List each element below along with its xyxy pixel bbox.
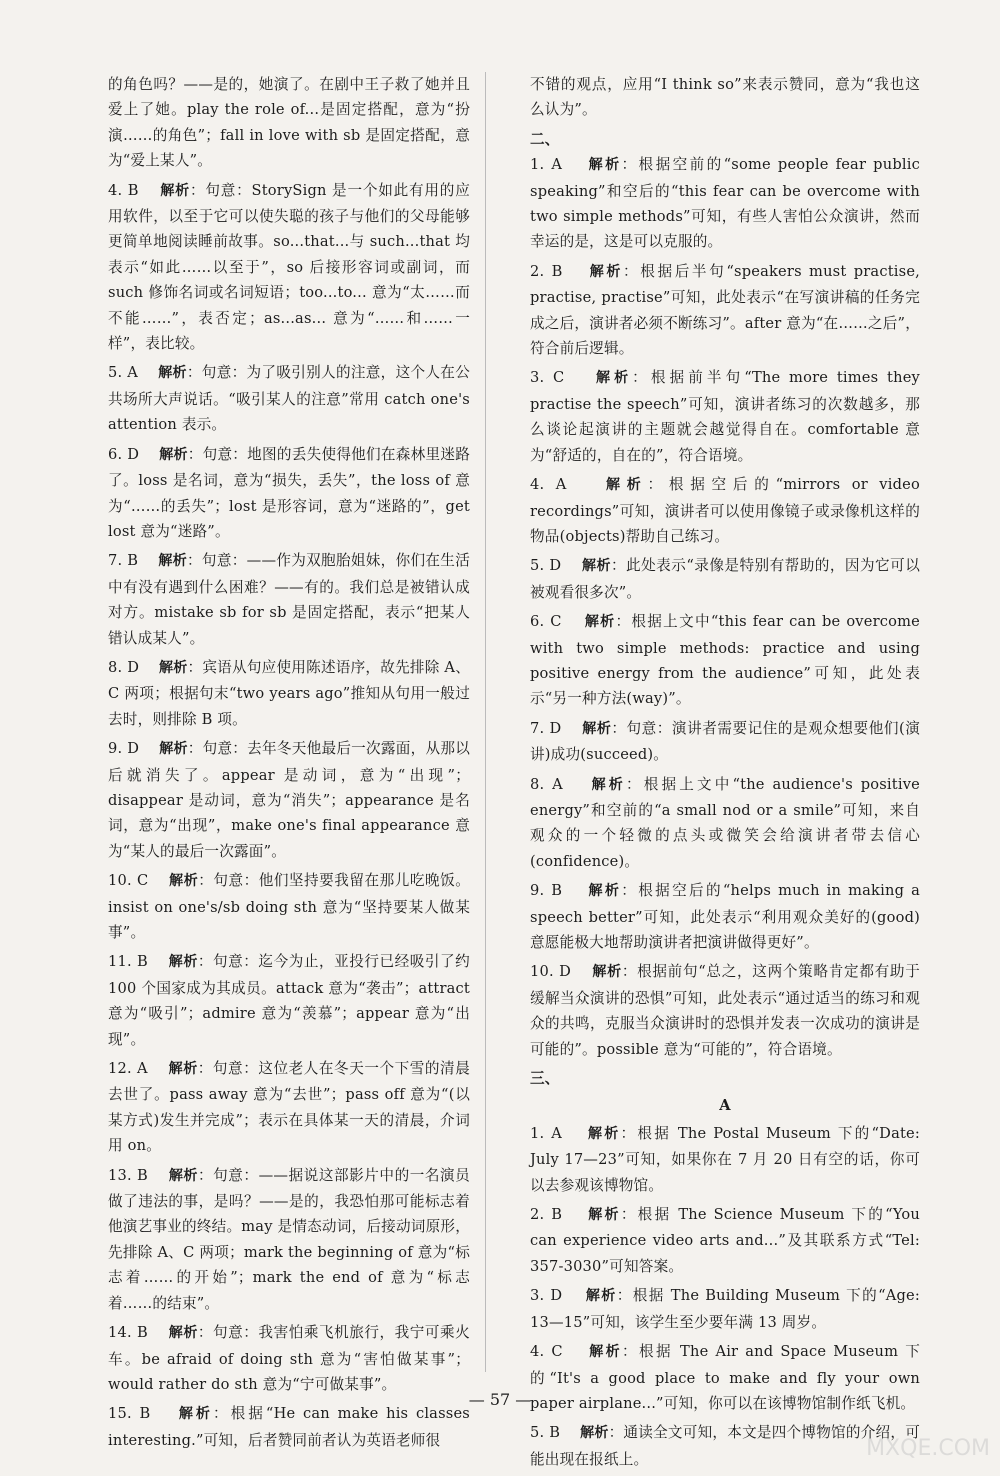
answer-item [108, 868, 470, 945]
column-divider [485, 72, 486, 1372]
answer-number: 1. A [530, 156, 582, 174]
answer-item [108, 442, 470, 545]
left-column [108, 72, 470, 1457]
analysis-tag: 解析 [154, 741, 188, 758]
continuation-text: 不错的观点，应用“I think so”来表示赞同，意为“我也这么认为”。 [530, 76, 920, 119]
answer-number: 3. D [530, 1287, 580, 1305]
answer-number: 9. D [108, 740, 155, 758]
section-three-label: 三、 [530, 1070, 560, 1088]
answer-item [108, 360, 470, 437]
answer-text: ：句意：演讲者需要记住的是观众想要他们(演讲)成功(succeed)。 [530, 719, 920, 764]
answer-item [530, 553, 920, 605]
answer-number: 2. B [530, 1206, 582, 1224]
analysis-tag: 解析 [578, 614, 616, 631]
answer-item [108, 1401, 470, 1453]
answer-item [108, 736, 470, 864]
analysis-tag: 解析 [163, 954, 198, 971]
answer-item [530, 472, 920, 549]
answer-item [108, 1163, 470, 1316]
answer-text: ：句意：去年冬天他最后一次露面，从那以后就消失了。appear 是动词，意为“出现”；disappear 是动词，意为“消失”；appearance 是名词，意为“出现”，make one's final appearance 意为“某人的最后一次露面”。 [108, 740, 470, 860]
answer-text: ：句意：迄今为止，亚投行已经吸引了约 100 个国家成为其成员。attack 意为“袭击”；attract 意为“吸引”；admire 意为“羡慕”；appear 意为“出现”。 [108, 953, 470, 1048]
analysis-tag: 解析 [576, 558, 611, 575]
answer-item [108, 1056, 470, 1159]
analysis-tag: 解析 [582, 263, 623, 280]
answer-item [530, 716, 920, 768]
analysis-tag: 解析 [154, 182, 190, 199]
analysis-tag: 解析 [170, 1406, 213, 1423]
answer-number: 6. D [108, 445, 155, 463]
analysis-tag: 解析 [581, 157, 622, 174]
answer-item [530, 878, 920, 955]
answer-number: 10. D [530, 963, 587, 981]
answer-item [108, 1320, 470, 1397]
answer-number: 3. C [530, 369, 588, 387]
page-number: — 57 — [468, 1390, 532, 1409]
answer-number: 4. C [530, 1343, 582, 1361]
answer-number: 8. A [530, 775, 584, 793]
answer-item [530, 609, 920, 712]
answer-text: ：通读全文可知，本文是四个博物馆的介绍，可能出现在报纸上。 [530, 1424, 920, 1468]
answer-text: ：句意：我害怕乘飞机旅行，我宁可乘火车。be afraid of doing sth 意为“害怕做某事”；would rather do sth 意为“宁可做某事”。 [108, 1324, 470, 1393]
answer-text: ：根据空前的“some people fear public speaking”和空后的“this fear can be overcome with two simple methods”可知，有些人害怕公众演讲，然而幸运的是，这是可以克服的。 [530, 156, 920, 251]
answer-text: ：句意：——作为双胞胎姐妹，你们在生活中有没有遇到什么困难？——有的。我们总是被错认成对方。mistake sb for sb 是固定搭配，表示“把某人错认成某人”。 [108, 552, 470, 647]
answer-text: ：根据“He can make his classes interesting.”可知，后者赞同前者认为英语老师很 [108, 1405, 470, 1449]
answer-number: 7. B [108, 552, 154, 570]
answer-item [530, 1202, 920, 1279]
answer-text: ：根据上文中“the audience's positive energy”和空前的“a small nod or a smile”可知，来自观众的一个轻微的点头或微笑会给演讲者带去信心(confidence)。 [530, 775, 920, 870]
analysis-tag: 解析 [581, 883, 622, 900]
analysis-tag: 解析 [153, 365, 187, 382]
section-three-subheading: A [719, 1097, 731, 1115]
analysis-tag: 解析 [163, 1325, 198, 1342]
answer-item [530, 259, 920, 362]
answer-item [530, 152, 920, 255]
watermark-logo [810, 1391, 990, 1461]
answer-item [530, 1121, 920, 1198]
answer-text: ：句意：地图的丢失使得他们在森林里迷路了。loss 是名词，意为“损失，丢失”，the loss of 意为“……的丢失”；lost 是形容词，意为“迷路的”，get lost 意为“迷路”。 [108, 445, 470, 540]
answer-text: 的角色吗？——是的，她演了。在剧中王子救了她并且爱上了她。play the role of...是固定搭配，意为“扮演……的角色”；fall in love with sb 是固定搭配，意为“爱上某人”。 [108, 76, 470, 170]
answer-number: 5. D [530, 557, 577, 575]
analysis-tag: 解析 [579, 1288, 617, 1305]
answer-item [530, 772, 920, 875]
answer-number: 13. B [108, 1166, 164, 1184]
answer-number: 11. B [108, 953, 164, 971]
answer-text: ：根据前半句“The more times they practise the speech”可知，演讲者练习的次数越多，那么谈论起演讲的主题就会越觉得自在。comfortable 意为“舒适的，自在的”，符合语境。 [530, 369, 920, 464]
answer-number: 2. B [530, 262, 583, 280]
section-two-label: 二、 [530, 130, 560, 148]
analysis-tag: 解析 [153, 553, 188, 570]
analysis-tag: 解析 [163, 1061, 198, 1078]
answer-text: ：根据后半句“speakers must practise, practise, practise”可知，此处表示“在写演讲稿的任务完成之后，演讲者必须不断练习”。after 意为“在……之后”，符合前后逻辑。 [530, 262, 920, 358]
section-two [530, 127, 920, 1062]
answer-text: ：句意：他们坚持要我留在那儿吃晚饭。insist on one's/sb doing sth 意为“坚持要某人做某事”。 [108, 872, 470, 941]
answer-number: 1. A [530, 1124, 581, 1142]
answer-number: 12. A [108, 1060, 164, 1078]
answer-text: ：根据 The Air and Space Museum 下的“It's a good place to make and fly your own paper airplane...”可知，你可以在该博物馆制作纸飞机。 [530, 1343, 920, 1412]
answer-item [108, 949, 470, 1052]
right-column [530, 72, 920, 1476]
answer-number: 10. C [108, 872, 164, 890]
answer-item [108, 178, 470, 357]
answer-text: ：根据前句“总之，这两个策略肯定都有助于缓解当众演讲的恐惧”可知，此处表示“通过适当的练习和观众的共鸣，克服当众演讲时的恐惧并发表一次成功的演讲是可能的”。possible 意为“可能的”，符合语境。 [530, 963, 920, 1058]
answer-number: 5. A [108, 364, 154, 382]
answer-number: 4. B [108, 181, 155, 199]
analysis-tag: 解析 [153, 659, 188, 676]
analysis-tag: 解析 [587, 370, 633, 387]
answer-number: 4. A [530, 476, 595, 494]
watermark-text: MXQE.COM [866, 1436, 990, 1461]
answer-item [108, 655, 470, 732]
answer-text: ：句意：这位老人在冬天一个下雪的清晨去世了。pass away 意为“去世”；pass off 意为“(以某方式)发生并完成”；表示在具体某一天的清晨，介词用 on。 [108, 1060, 470, 1155]
analysis-tag: 解析 [586, 964, 622, 981]
analysis-tag: 解析 [580, 1125, 621, 1142]
answer-number: 14. B [108, 1324, 164, 1342]
answer-item [108, 548, 470, 651]
answer-item [530, 1283, 920, 1335]
answer-text: ：根据上文中“this fear can be overcome with two simple methods: practice and using positive energy from the audience”可知，此处表示“另一种方法(way)”。 [530, 613, 920, 708]
answer-text: ：根据 The Science Museum 下的“You can experience video arts and...”及其联系方式“Tel: 357-3030”可知答案。 [530, 1206, 920, 1275]
analysis-tag: 解析 [576, 720, 612, 737]
analysis-tag: 解析 [594, 477, 648, 494]
answer-number: 8. D [108, 658, 154, 676]
answer-item [108, 72, 470, 174]
answer-number: 9. B [530, 882, 582, 900]
answer-text: ：句意：StorySign 是一个如此有用的应用软件，以至于它可以使失聪的孩子与他们的父母能够更简单地阅读睡前故事。so...that...与 such...that 均表示“如此……以至于”，so 后接形容词或副词，而 such 修饰名词或名词短语；too...to... 意为“太……而不能……”，表否定；as...as... 意为“……和……一样”，表比较。 [108, 181, 470, 353]
analysis-tag: 解析 [163, 873, 199, 890]
answer-text: ：句意：——据说这部影片中的一名演员做了违法的事，是吗？——是的，我恐怕那可能标志着他演艺事业的终结。may 是情态动词，后接动词原形，先排除 A、C 两项；mark the beginning of 意为“标志着……的开始”；mark the end of 意为“标志着……的结束”。 [108, 1166, 470, 1312]
analysis-tag: 解析 [581, 1344, 623, 1361]
analysis-tag: 解析 [583, 776, 626, 793]
answer-text: ：根据 The Postal Museum 下的“Date: July 17—23”可知，如果你在 7 月 20 日有空的话，你可以去参观该博物馆。 [530, 1124, 920, 1194]
answer-text: ：宾语从句应使用陈述语序，故先排除 A、C 两项；根据句末“two years ago”推知从句用一般过去时，则排除 B 项。 [108, 658, 470, 728]
answer-item [530, 365, 920, 468]
answer-number: 6. C [530, 613, 579, 631]
answer-number: 5. B [530, 1424, 575, 1442]
answer-text: ：句意：为了吸引别人的注意，这个人在公共场所大声说话。“吸引某人的注意”常用 catch one's attention 表示。 [108, 364, 470, 434]
answer-item [530, 959, 920, 1062]
answer-text: ：根据 The Building Museum 下的“Age: 13—15”可知，该学生至少要年满 13 周岁。 [530, 1287, 920, 1331]
answer-text: ：根据空后的“mirrors or video recordings”可知，演讲者可以使用像镜子或录像机这样的物品(objects)帮助自己练习。 [530, 476, 920, 545]
analysis-tag: 解析 [163, 1167, 198, 1184]
analysis-tag: 解析 [154, 446, 188, 463]
analysis-tag: 解析 [575, 1425, 609, 1442]
answer-number: 7. D [530, 719, 577, 737]
answer-text: ：此处表示“录像是特别有帮助的，因为它可以被观看很多次”。 [530, 557, 920, 601]
analysis-tag: 解析 [581, 1207, 621, 1224]
answer-text: ：根据空后的“helps much in making a speech better”可知，此处表示“利用观众美好的(good)意愿能极大地帮助演讲者把演讲做得更好”。 [530, 882, 920, 951]
answer-number: 15. B [108, 1405, 171, 1423]
